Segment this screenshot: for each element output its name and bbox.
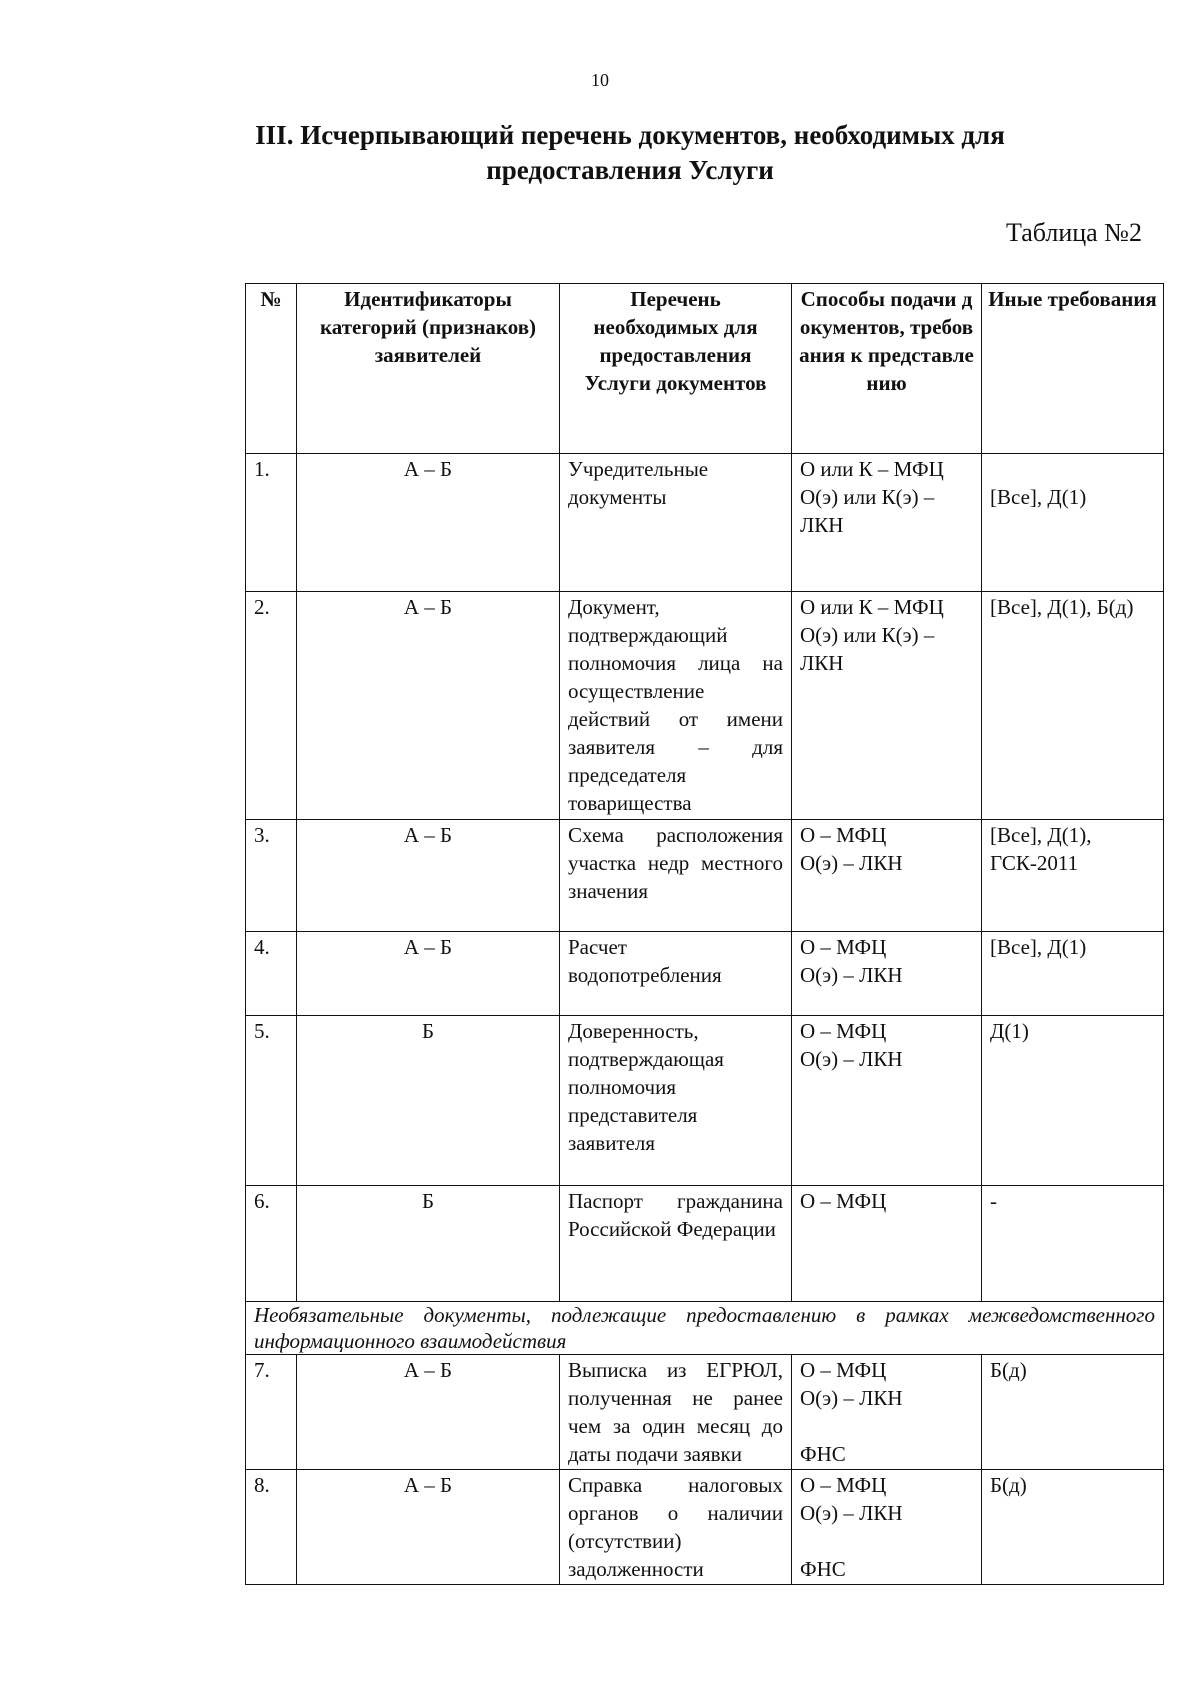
row-category: А – Б	[297, 820, 560, 932]
row-methods	[792, 932, 982, 1016]
row-methods	[792, 592, 982, 820]
documents-table	[245, 283, 1164, 1585]
header-methods: Способы подачи документов, требования к представлению	[792, 284, 982, 454]
method-line: О или К – МФЦ	[800, 457, 944, 481]
row-other: Д(1)	[982, 1016, 1164, 1186]
row-category: А – Б	[297, 932, 560, 1016]
method-line: О(э) или К(э) – ЛКН	[800, 623, 935, 675]
row-other: Б(д)	[982, 1355, 1164, 1470]
row-document: Схема расположения участка недр местного значения	[560, 820, 792, 932]
method-line: О(э) – ЛКН	[800, 1501, 903, 1525]
table-row	[246, 932, 1164, 1016]
row-document: Справка налоговых органов о наличии (отсутствии) задолженности	[560, 1470, 792, 1585]
page-number: 10	[591, 70, 609, 90]
row-num: 6.	[246, 1186, 297, 1302]
section-title-line-1: III. Исчерпывающий перечень документов, необходимых для	[255, 120, 1005, 150]
row-document: Паспорт гражданина Российской Федерации	[560, 1186, 792, 1302]
method-line: О – МФЦ	[800, 1473, 887, 1497]
table-row	[246, 1470, 1164, 1585]
row-document: Доверенность, подтверждающая полномочия представителя заявителя	[560, 1016, 792, 1186]
row-num: 1.	[246, 454, 297, 592]
table-row	[246, 592, 1164, 820]
row-methods	[792, 820, 982, 932]
method-line: ФНС	[800, 1442, 846, 1466]
section-note-row	[246, 1302, 1164, 1355]
method-line: О(э) – ЛКН	[800, 1047, 903, 1071]
header-other: Иные требования	[982, 284, 1164, 454]
row-category: А – Б	[297, 454, 560, 592]
table-header-row	[246, 284, 1164, 454]
method-line: О(э) – ЛКН	[800, 963, 903, 987]
method-line: О или К – МФЦ	[800, 595, 944, 619]
row-category: Б	[297, 1186, 560, 1302]
row-category: А – Б	[297, 592, 560, 820]
row-num: 2.	[246, 592, 297, 820]
row-other: [Все], Д(1), Б(д)	[982, 592, 1164, 820]
row-other	[982, 454, 1164, 592]
row-other: [Все], Д(1), ГСК-2011	[982, 820, 1164, 932]
table-row	[246, 1355, 1164, 1470]
row-num: 3.	[246, 820, 297, 932]
method-line: О – МФЦ	[800, 1019, 887, 1043]
method-line: О(э) или К(э) – ЛКН	[800, 485, 935, 537]
row-category: А – Б	[297, 1355, 560, 1470]
row-document: Расчет водопотребления	[560, 932, 792, 1016]
row-category: А – Б	[297, 1470, 560, 1585]
table-row	[246, 1016, 1164, 1186]
table-row	[246, 454, 1164, 592]
row-other: -	[982, 1186, 1164, 1302]
row-num: 5.	[246, 1016, 297, 1186]
header-num: №	[246, 284, 297, 454]
row-other: [Все], Д(1)	[982, 932, 1164, 1016]
row-num: 8.	[246, 1470, 297, 1585]
row-category: Б	[297, 1016, 560, 1186]
row-num: 7.	[246, 1355, 297, 1470]
row-methods	[792, 1470, 982, 1585]
method-line: О – МФЦ	[800, 1189, 887, 1213]
method-line: О – МФЦ	[800, 1358, 887, 1382]
method-line: О – МФЦ	[800, 935, 887, 959]
row-methods	[792, 1186, 982, 1302]
method-line: О – МФЦ	[800, 823, 887, 847]
row-document: Учредительные документы	[560, 454, 792, 592]
row-num: 4.	[246, 932, 297, 1016]
table-row	[246, 1186, 1164, 1302]
section-title	[180, 118, 1080, 188]
row-document: Выписка из ЕГРЮЛ, полученная не ранее чем за один месяц до даты подачи заявки	[560, 1355, 792, 1470]
method-line: О(э) – ЛКН	[800, 851, 903, 875]
table-label: Таблица №2	[1005, 218, 1142, 247]
row-methods	[792, 454, 982, 592]
row-document: Документ, подтверждающий полномочия лица на осуществление действий от имени заявителя – для председателя товарищества	[560, 592, 792, 820]
row-methods	[792, 1355, 982, 1470]
method-line: ФНС	[800, 1557, 846, 1581]
table-row	[246, 820, 1164, 932]
row-methods	[792, 1016, 982, 1186]
row-other: Б(д)	[982, 1470, 1164, 1585]
section-title-line-2: предоставления Услуги	[486, 155, 774, 185]
other-text: [Все], Д(1)	[990, 485, 1087, 509]
method-line: О(э) – ЛКН	[800, 1386, 903, 1410]
section-note: Необязательные документы, подлежащие предоставлению в рамках межведомственного информационного взаимодействия	[246, 1302, 1164, 1355]
header-documents: Перечень необходимых для предоставления Услуги документов	[560, 284, 792, 454]
header-category: Идентификаторы категорий (признаков) заявителей	[297, 284, 560, 454]
